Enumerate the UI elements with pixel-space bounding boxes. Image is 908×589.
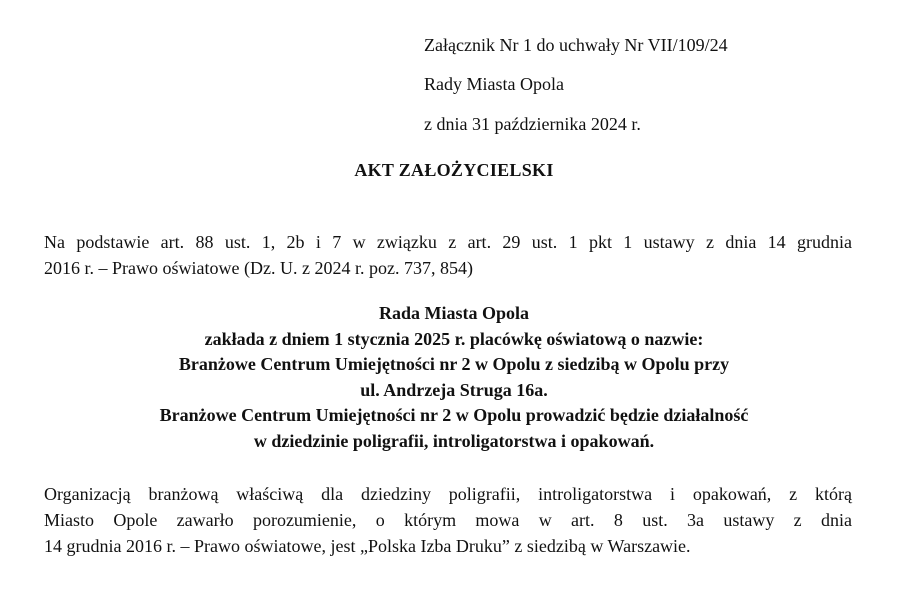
closing-line-2: Miasto Opole zawarło porozumienie, o którym mowa w art. 8 ust. 3a ustawy z dnia — [44, 510, 852, 530]
resolution-line-5: Branżowe Centrum Umiejętności nr 2 w Opolu prowadzić będzie działalność — [159, 405, 749, 425]
closing-paragraph — [44, 481, 852, 559]
annex-reference: Załącznik Nr 1 do uchwały Nr VII/109/24 — [424, 35, 728, 55]
council-name: Rady Miasta Opola — [424, 74, 564, 94]
resolution-date: z dnia 31 października 2024 r. — [424, 114, 641, 134]
resolution-line-2: zakłada z dniem 1 stycznia 2025 r. placówkę oświatową o nazwie: — [204, 328, 704, 349]
closing-line-3: 14 grudnia 2016 r. – Prawo oświatowe, jest „Polska Izba Druku” z siedzibą w Warszawie. — [44, 536, 691, 556]
resolution-line-6: w dziedzinie poligrafii, introligatorstwa i opakowań. — [253, 430, 655, 451]
legal-basis-line-2: 2016 r. – Prawo oświatowe (Dz. U. z 2024 r. poz. 737, 854) — [44, 258, 473, 278]
legal-basis-paragraph — [44, 229, 852, 281]
resolution-line-1: Rada Miasta Opola — [378, 303, 529, 323]
resolution-line-3: Branżowe Centrum Umiejętności nr 2 w Opolu z siedzibą w Opolu przy — [178, 354, 730, 374]
document-title: AKT ZAŁOŻYCIELSKI — [354, 160, 554, 180]
resolution-line-4: ul. Andrzeja Struga 16a. — [360, 379, 548, 400]
founding-resolution — [0, 301, 908, 454]
closing-line-1: Organizacją branżową właściwą dla dziedziny poligrafii, introligatorstwa i opakowań, z którą — [44, 484, 852, 504]
legal-basis-line-1: Na podstawie art. 88 ust. 1, 2b i 7 w związku z art. 29 ust. 1 pkt 1 ustawy z dnia 14 grudnia — [44, 232, 852, 252]
